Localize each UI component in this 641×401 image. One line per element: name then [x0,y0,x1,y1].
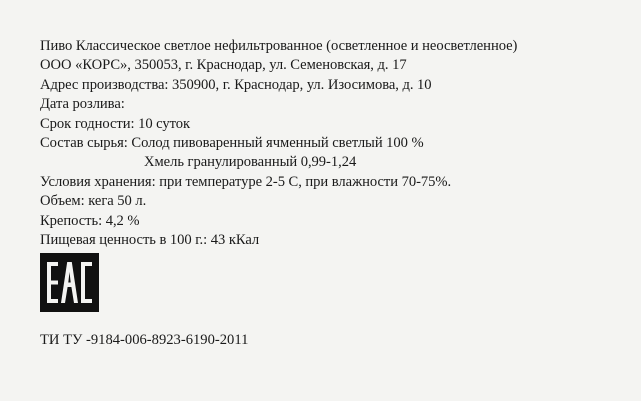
ingredients: Состав сырья: Солод пивоваренный ячменный светлый 100 % [40,134,424,151]
technical-spec: ТИ ТУ -9184-006-8923-6190-2011 [40,332,249,348]
strength: Крепость: 4,2 % [40,212,140,229]
shelf-life: Срок годности: 10 суток [40,115,191,132]
production-address: Адрес производства: 350900, г. Краснодар, ул. Изосимова, д. 10 [40,76,432,93]
bottling-date: Дата розлива: [40,96,125,113]
manufacturer: ООО «КОРС», 350053, г. Краснодар, ул. Семеновская, д. 17 [40,57,407,74]
label-text [40,37,633,250]
eac-mark-icon [40,253,99,312]
nutritional-value: Пищевая ценность в 100 г.: 43 кКал [40,231,260,248]
product-name: Пиво Классическое светлое нефильтрованное (осветленное и неосветленное) [40,38,518,54]
volume: Объем: кега 50 л. [40,193,147,210]
ingredients-hops: Хмель гранулированный 0,99-1,24 [144,154,357,171]
storage-conditions: Условия хранения: при температуре 2-5 С, при влажности 70-75%. [40,173,452,190]
